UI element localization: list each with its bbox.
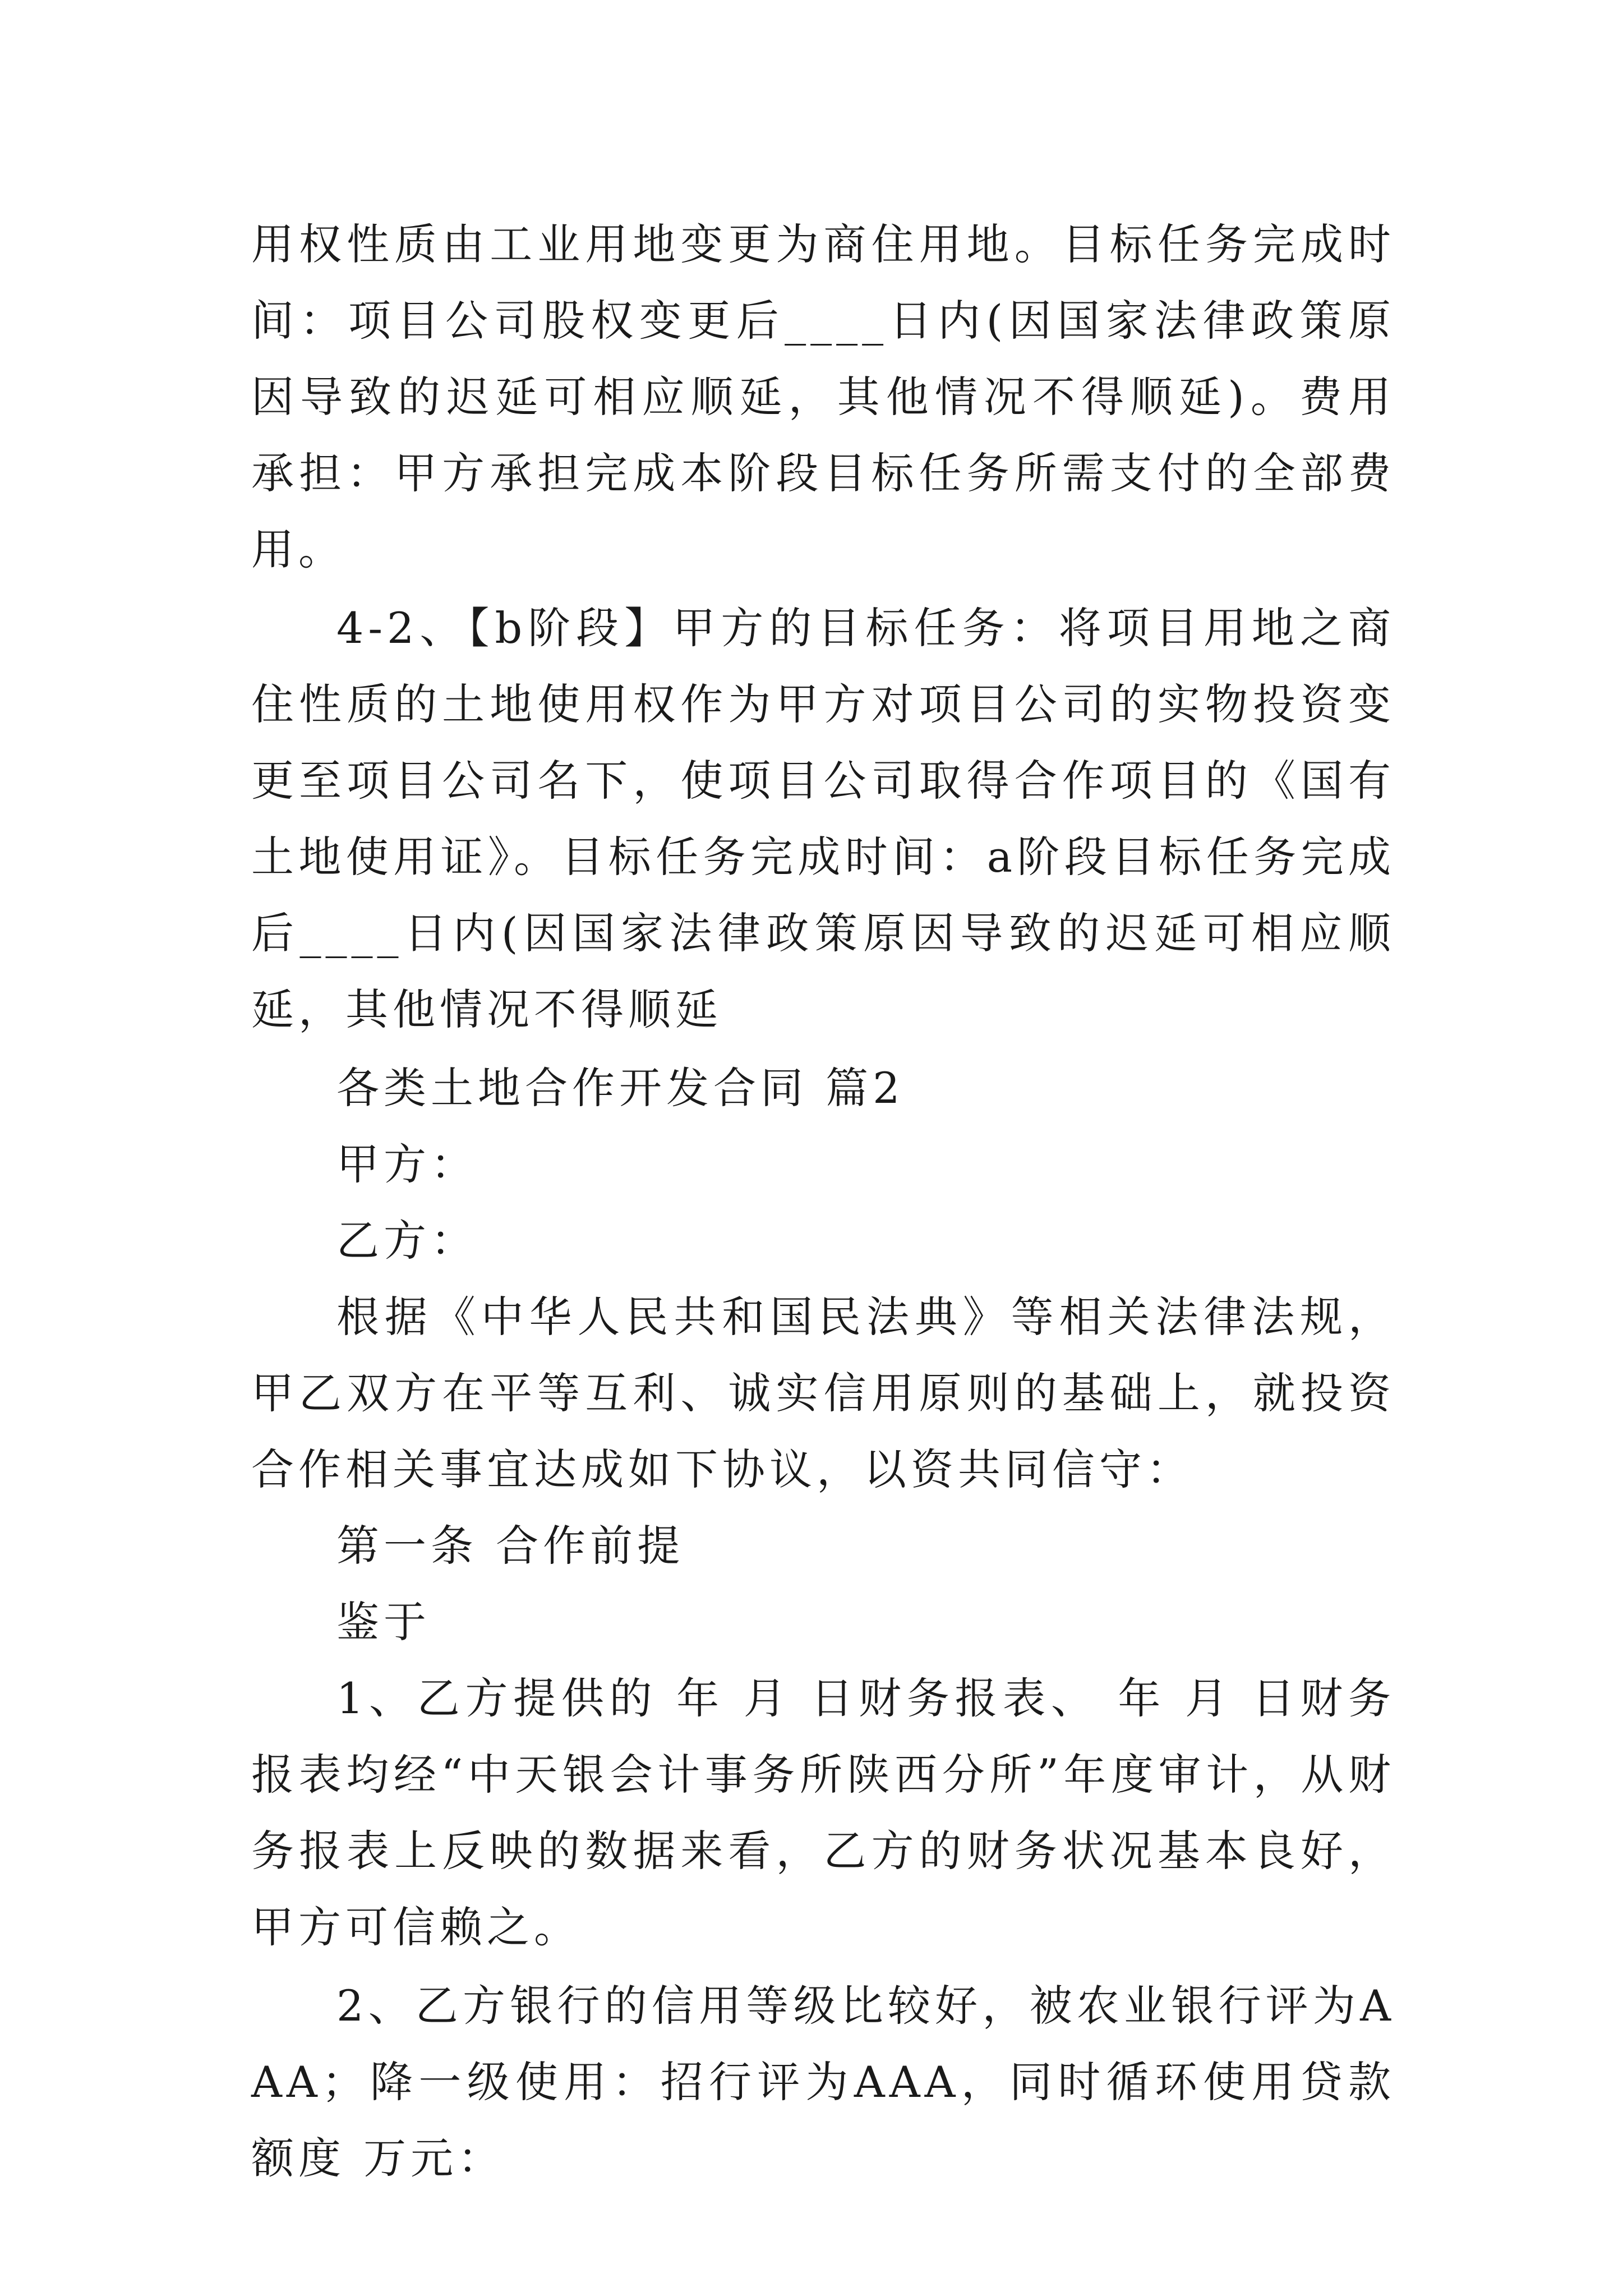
- clause-1: 1、乙方提供的 年 月 日财务报表、 年 月 日财务报表均经“中天银会计事务所陕西分所”年度审计，从财务报表上反映的数据来看，乙方的财务状况基本良好，甲方可信赖之。: [251, 1673, 1395, 1952]
- paragraph-preamble: 根据《中华人民共和国民法典》等相关法律法规，甲乙双方在平等互利、诚实信用原则的基础上，就投资合作相关事宜达成如下协议，以资共同信守：: [251, 1292, 1395, 1494]
- clause-2: 2、乙方银行的信用等级比较好，被农业银行评为AAA；降一级使用：招行评为AAA，同时循环使用贷款额度 万元：: [251, 1981, 1395, 2183]
- party-b-label: 乙方：: [336, 1216, 478, 1266]
- document-page: [251, 206, 1395, 2197]
- section-title: 各类土地合作开发合同 篇2: [336, 1063, 905, 1113]
- party-a-label: 甲方：: [336, 1139, 478, 1189]
- article-1-heading: 第一条 合作前提: [336, 1521, 685, 1571]
- paragraph-2: 4-2、【b阶段】甲方的目标任务：将项目用地之商住性质的土地使用权作为甲方对项目公司的实物投资变更至项目公司名下，使项目公司取得合作项目的《国有土地使用证》。目标任务完成时间：a阶段目标任务完成后____日内(因国家法律政策原因导致的迟延可相应顺延，其他情况不得顺延: [251, 603, 1395, 1034]
- whereas-label: 鉴于: [336, 1597, 431, 1647]
- paragraph-1: 用权性质由工业用地变更为商住用地。目标任务完成时间：项目公司股权变更后____日内(因国家法律政策原因导致的迟延可相应顺延，其他情况不得顺延)。费用承担：甲方承担完成本阶段目标任务所需支付的全部费用。: [251, 219, 1395, 574]
